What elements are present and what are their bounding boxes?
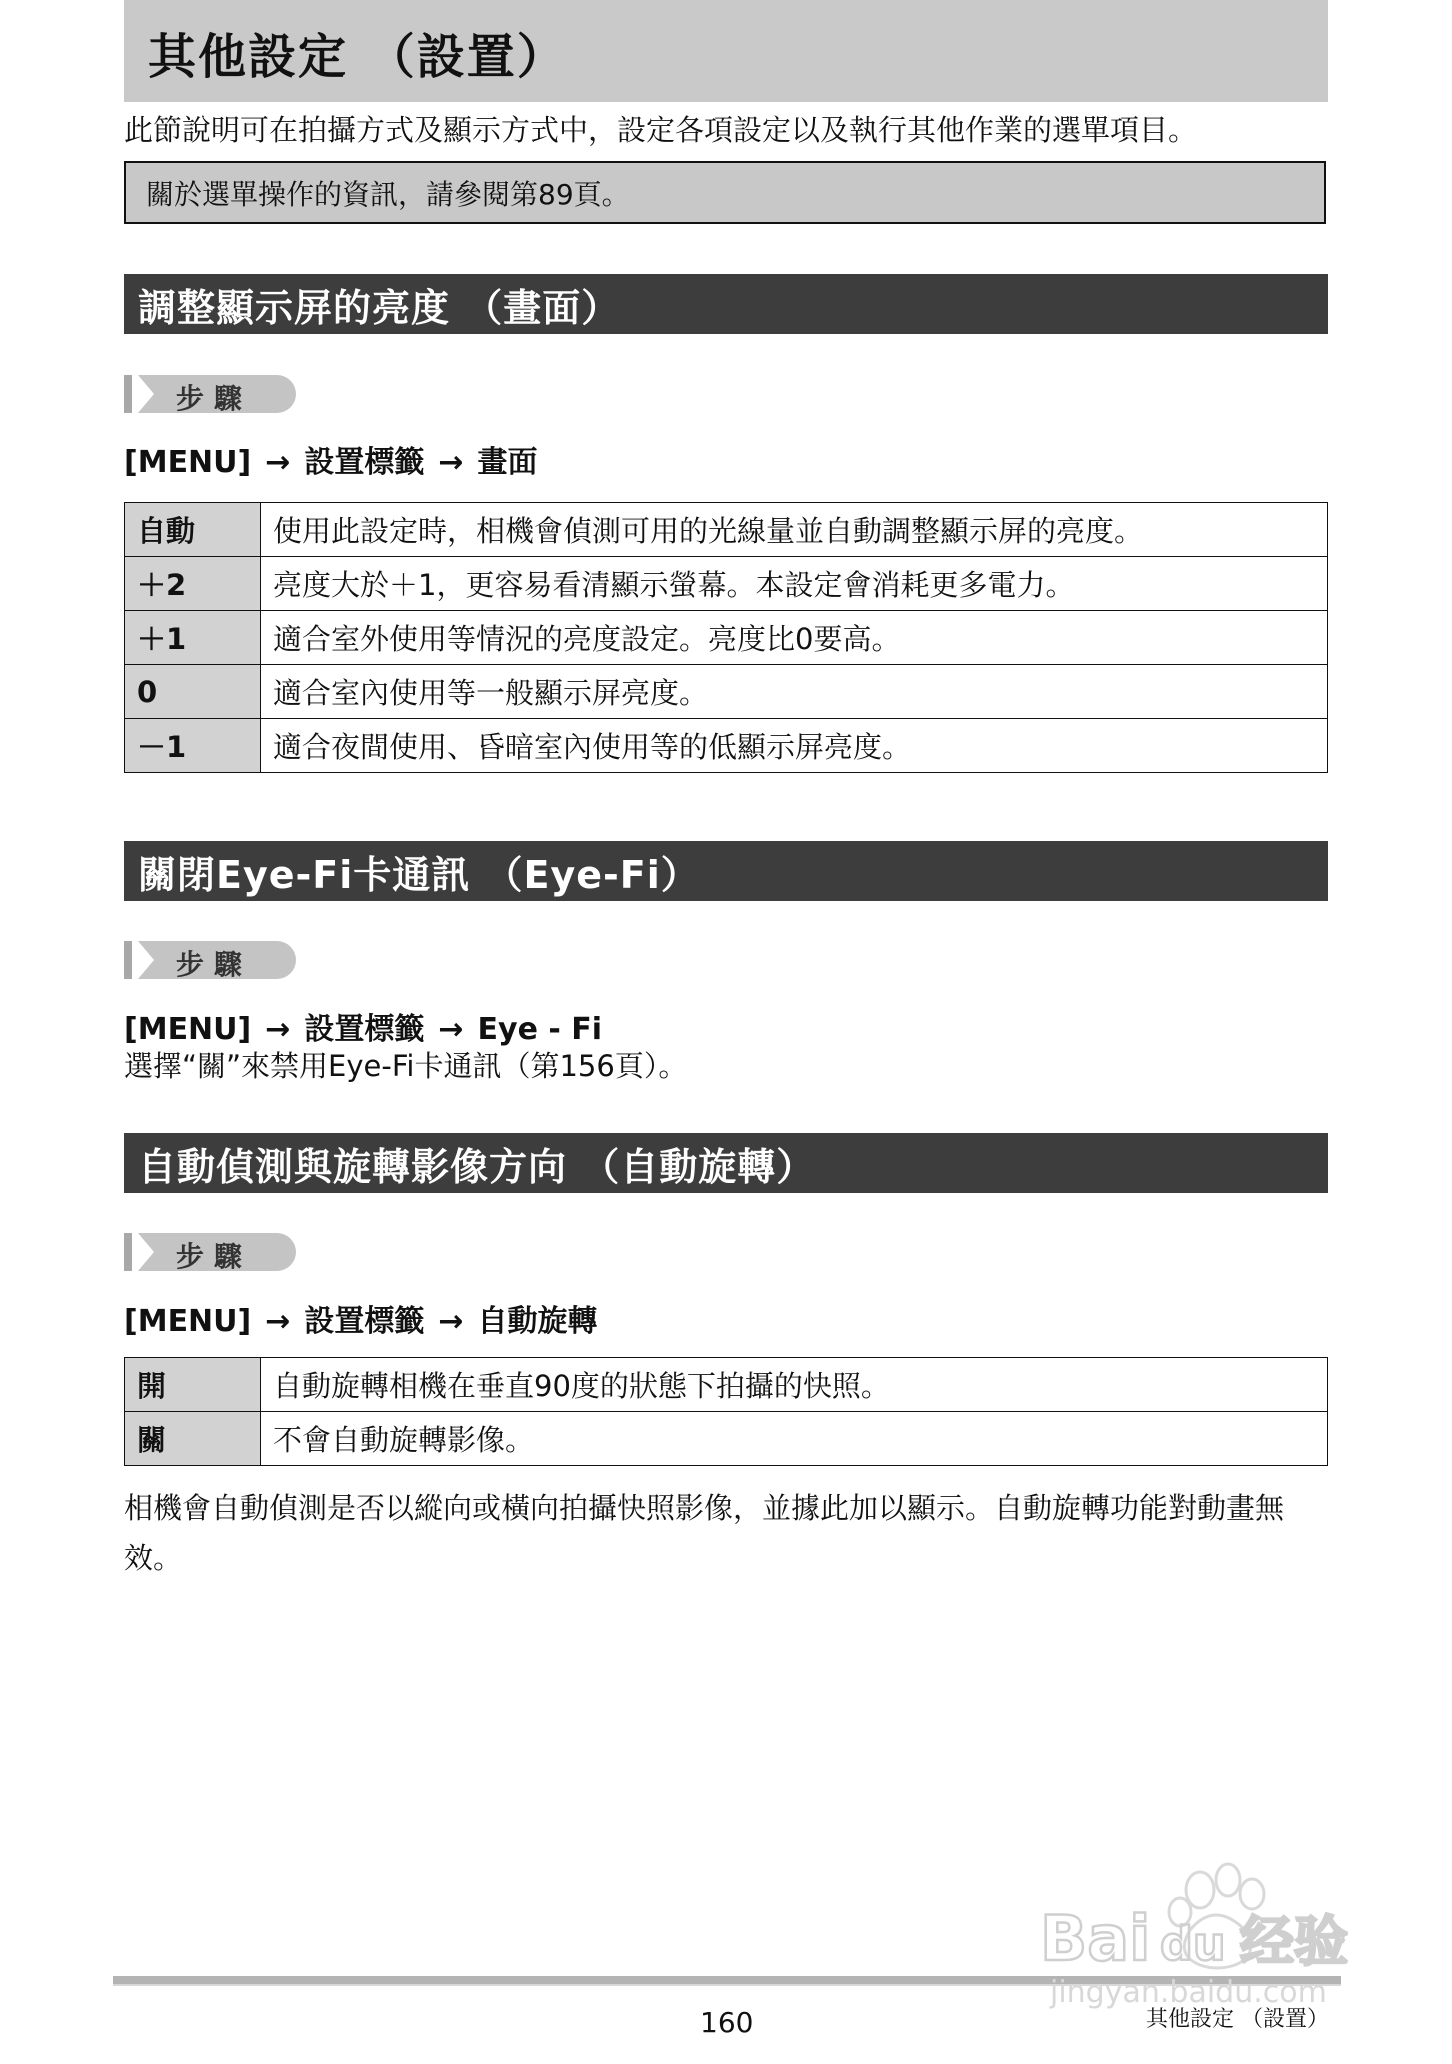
section-heading-brightness: 調整顯示屏的亮度 （畫面）: [124, 274, 1328, 334]
menu-path: [MENU] → 設置標籤 → 畫面: [124, 445, 538, 480]
page-number: 160: [700, 2006, 754, 2039]
autorotate-options-table: [124, 1357, 1328, 1466]
table-row: 自動 使用此設定時，相機會偵測可用的光線量並自動調整顯示屏的亮度。: [125, 503, 1328, 557]
page-title: 其他設定 （設置）: [148, 29, 567, 85]
brightness-options-table: [124, 502, 1328, 773]
svg-text:jingyan.baidu.com: jingyan.baidu.com: [1050, 1975, 1327, 2010]
steps-tag: 步驟: [124, 941, 296, 979]
eyefi-text: 選擇“關”來禁用Eye-Fi卡通訊（第156頁）。: [124, 1049, 688, 1083]
menu-path: [MENU] → 設置標籤 → 自動旋轉: [124, 1304, 598, 1339]
arrow-icon: →: [265, 445, 291, 480]
baidu-watermark-logo: [1040, 1850, 1370, 2020]
table-row: 開 自動旋轉相機在垂直90度的狀態下拍攝的快照。: [125, 1358, 1328, 1412]
arrow-icon: →: [438, 1304, 464, 1339]
svg-text:经验: 经验: [1240, 1910, 1348, 1973]
steps-tag: 步驟: [124, 375, 296, 413]
intro-text: 此節說明可在拍攝方式及顯示方式中，設定各項設定以及執行其他作業的選單項目。: [124, 113, 1198, 147]
note-box: [124, 161, 1326, 224]
table-row: 關 不會自動旋轉影像。: [125, 1412, 1328, 1466]
table-row: －1 適合夜間使用、昏暗室內使用等的低顯示屏亮度。: [125, 719, 1328, 773]
table-row: 0 適合室內使用等一般顯示屏亮度。: [125, 665, 1328, 719]
footer-title: 其他設定 （設置）: [1146, 2007, 1329, 2032]
arrow-icon: →: [438, 445, 464, 480]
arrow-icon: →: [265, 1304, 291, 1339]
arrow-icon: →: [265, 1012, 291, 1047]
steps-tag: 步驟: [124, 1233, 296, 1271]
note-text: 關於選單操作的資訊，請參閱第89頁。: [146, 177, 630, 211]
section-heading-eyefi: 關閉Eye-Fi卡通訊 （Eye-Fi）: [124, 841, 1328, 901]
table-row: ＋1 適合室外使用等情況的亮度設定。亮度比0要高。: [125, 611, 1328, 665]
section-heading-autorotate: 自動偵測與旋轉影像方向 （自動旋轉）: [124, 1133, 1328, 1193]
svg-text:Bai: Bai: [1040, 1902, 1151, 1975]
arrow-icon: →: [438, 1012, 464, 1047]
table-row: ＋2 亮度大於＋1，更容易看清顯示螢幕。本設定會消耗更多電力。: [125, 557, 1328, 611]
autorotate-text: 相機會自動偵測是否以縱向或橫向拍攝快照影像，並據此加以顯示。自動旋轉功能對動畫無效。: [124, 1491, 1285, 1575]
menu-path: [MENU] → 設置標籤 → Eye - Fi: [124, 1012, 603, 1047]
svg-text:du: du: [1160, 1917, 1226, 1971]
